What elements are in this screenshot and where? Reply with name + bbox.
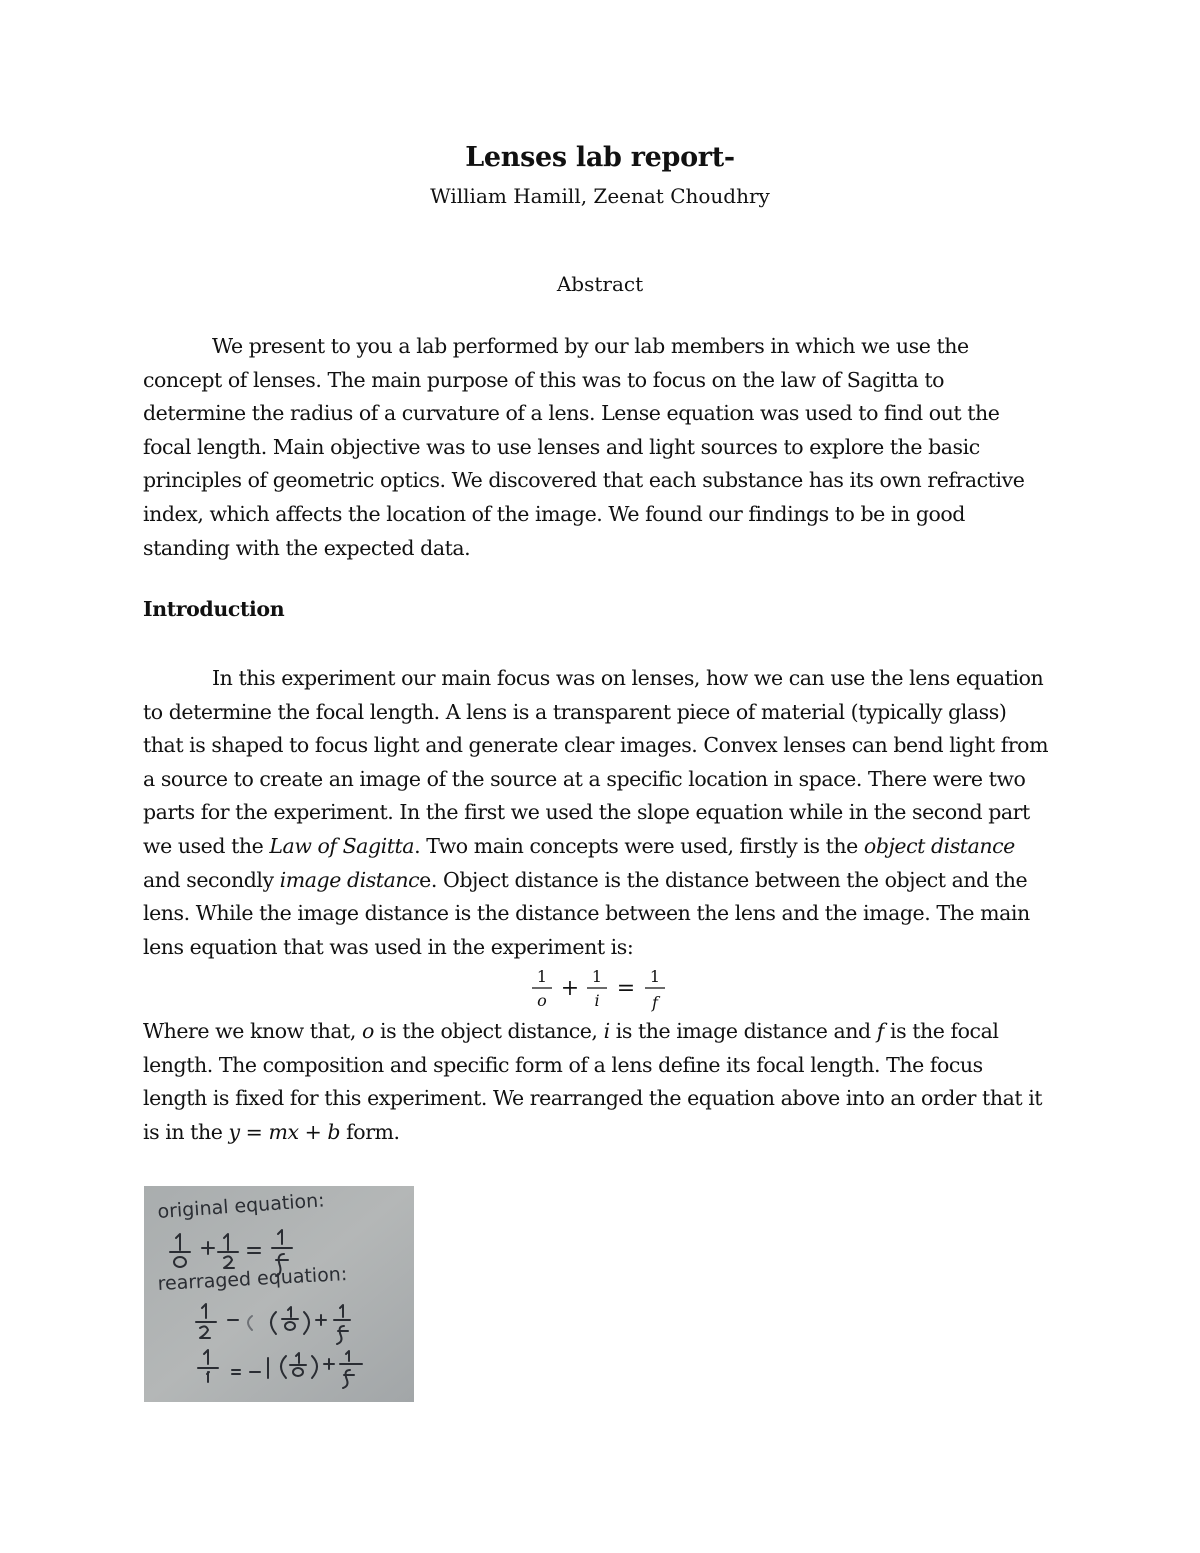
intro-line: that is shaped to focus light and generate clear images. Convex lenses can bend light from	[143, 733, 1049, 758]
intro-text: is the object distance,	[373, 1019, 604, 1043]
intro-line: parts for the experiment. In the first we used the slope equation while in the second part	[143, 800, 1030, 825]
intro-line: length. The composition and specific form of a lens define its focal length. The focus	[143, 1052, 983, 1077]
var-o: o	[362, 1019, 374, 1043]
eq-denominator-i: i	[594, 991, 600, 1010]
image-distance-term: image distanc	[279, 867, 420, 892]
abstract-heading: Abstract	[556, 272, 644, 296]
introduction-heading: Introduction	[143, 597, 285, 621]
intro-text: e. Object distance is the distance between the object and the	[419, 867, 1028, 892]
intro-line	[143, 1015, 1068, 1049]
intro-text: is the image distance and	[609, 1019, 877, 1043]
introduction-body	[143, 662, 1068, 964]
eq-equals-sign: =	[616, 976, 636, 1001]
document-title: Lenses lab report-	[465, 142, 735, 173]
abstract-body	[143, 330, 1068, 565]
intro-line: length is fixed for this experiment. We rearranged the equation above into an order that it	[143, 1086, 1043, 1111]
intro-text: Where we know that,	[143, 1019, 363, 1043]
intro-text: is in the	[143, 1119, 229, 1144]
intro-text: form.	[340, 1119, 400, 1144]
introduction-body-continued	[143, 1015, 1068, 1149]
eq-numerator-1: 1	[536, 967, 548, 986]
intro-line: to determine the focal length. A lens is a transparent piece of material (typically glass)	[143, 699, 1007, 724]
eq-numerator-3: 1	[649, 967, 661, 986]
handwritten-equation-photo	[144, 1186, 414, 1402]
abstract-line: index, which affects the location of the image. We found our findings to be in good	[143, 501, 965, 526]
handwritten-equation-image	[144, 1186, 414, 1402]
intro-line: In this experiment our main focus was on lenses, how we can use the lens equation	[212, 666, 1044, 690]
var-i: i	[603, 1019, 610, 1043]
abstract-line: determine the radius of a curvature of a lens. Lense equation was used to find out the	[143, 401, 1000, 426]
intro-line	[143, 864, 1068, 898]
eq-denominator-f: f	[652, 993, 658, 1012]
lens-equation-graphic	[524, 966, 684, 1014]
eq-plus-sign: +	[560, 976, 580, 1001]
abstract-line: focal length. Main objective was to use lenses and light sources to explore the basic	[143, 434, 980, 459]
eq-numerator-2: 1	[591, 967, 603, 986]
intro-line: a source to create an image of the source at a specific location in space. There were two	[143, 766, 1026, 791]
slope-intercept-form: y = mx + b	[228, 1119, 341, 1144]
intro-line: lens. While the image distance is the distance between the lens and the image. The main	[143, 901, 1030, 926]
abstract-line: principles of geometric optics. We discovered that each substance has its own refractive	[143, 468, 1025, 493]
abstract-line: standing with the expected data.	[143, 535, 471, 560]
lens-equation	[0, 966, 1200, 1014]
law-of-sagitta-term: Law of Sagitta	[269, 833, 415, 858]
abstract-line: concept of lenses. The main purpose of this was to focus on the law of Sagitta to	[143, 367, 945, 392]
object-distance-term: object distance	[863, 833, 1015, 858]
intro-line	[143, 830, 1068, 864]
eq-denominator-o: o	[537, 991, 547, 1010]
abstract-line: We present to you a lab performed by our lab members in which we use the	[212, 334, 969, 358]
authors: William Hamill, Zeenat Choudhry	[430, 184, 770, 208]
handwritten-line-2: rearraged equation:	[157, 1263, 348, 1295]
intro-line	[143, 1116, 1068, 1150]
intro-text: is the focal	[883, 1019, 999, 1043]
intro-text: and secondly	[143, 867, 280, 892]
handwritten-line-1: original equation:	[156, 1189, 326, 1223]
intro-text: we used the	[143, 833, 270, 858]
intro-line: lens equation that was used in the experiment is:	[143, 934, 634, 959]
var-f: f	[876, 1019, 884, 1043]
intro-text: . Two main concepts were used, firstly is the	[414, 833, 864, 858]
